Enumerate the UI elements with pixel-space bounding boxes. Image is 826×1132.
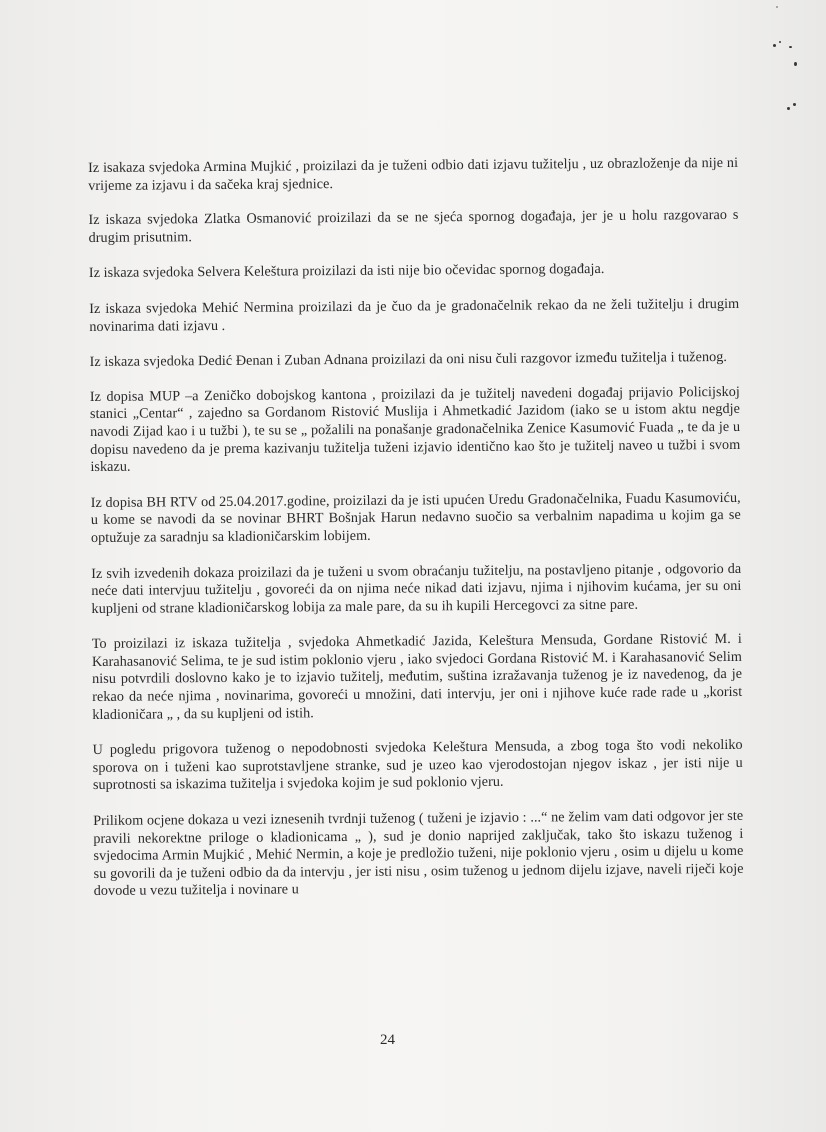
scan-speck xyxy=(789,46,792,48)
paragraph-witness-mujkic: Iz isakaza svjedoka Armina Mujkić , proizilazi da je tuženi odbio dati izjavu tužitelju , uz obrazloženje da nije ni vrijeme za izjavu i da sačeka kraj sjednice. xyxy=(88,154,739,194)
paragraph-plaintiff-testimony: To proizilazi iz iskaza tužitelja , svjedoka Ahmetkadić Jazida, Keleštura Mensuda, Gordane Ristović M. i Karahasanović Selima, te je sud istim poklonio vjeru , iako svjedoci Gordana Ristović M. i Karahasanović Selim nisu potvrdili doslovno kako je to izjavio tužitelj, međutim, suština izražavanja tuženog je iz navedenog, da je rekao da neće njima , novinarima, govoreći u množini, dati intervju, jer oni i njihove kuće rade rade u „korist kladioničara „ , da su kupljeni od istih. xyxy=(91,631,743,723)
document-body xyxy=(88,155,744,901)
scan-speck xyxy=(794,62,797,66)
paragraph-evidence-summary: Iz svih izvedenih dokaza proizilazi da je tuženi u svom obraćanju tužitelju, na postavljeno pitanje , odgovorio da neće dati intervjuu tužitelju , govoreći da on njima neće nikad dati izjavu, njima i njihovim kućama, jer su oni kupljeni od strane kladioničarskog lobija za male pare, da su ih kupili Hercegovci za sitne pare. xyxy=(91,560,742,617)
paragraph-witness-osmanovic: Iz iskaza svjedoka Zlatka Osmanović proizilazi da se ne sjeća spornog događaja, jer je u holu razgovarao s drugim prisutnim. xyxy=(88,207,739,246)
paragraph-bhrtv-letter: Iz dopisa BH RTV od 25.04.2017.godine, proizilazi da je isti upućen Uredu Gradonačelnika, Fuadu Kasumoviću, u kome se navodi da se novinar BHRT Bošnjak Harun nedavno suočio sa verbalnim napadima u kojim ga se optužuje za saradnju sa kladioničarskim lobijem. xyxy=(90,489,741,546)
scan-speck xyxy=(773,44,776,47)
paragraph-objection: U pogledu prigovora tuženog o nepodobnosti svjedoka Keleštura Mensuda, a zbog toga što vodi nekoliko sporova on i tuženi kao suprotstavljene stranke, sud je uzeo kao vjerodostojan njegov iskaz , jer isti nije u suprotnosti sa iskazima tužitelja i svjedoka kojim je sud poklonio vjeru. xyxy=(92,737,743,794)
paragraph-witness-kelestura: Iz iskaza svjedoka Selvera Keleštura proizilazi da isti nije bio očevidac spornog događaja. xyxy=(88,261,605,282)
scan-speck xyxy=(779,41,781,43)
paragraph-evidence-assessment: Prilikom ocjene dokaza u vezi iznesenih tvrdnji tuženog ( tuženi je izjavio : ...“ ne želim vam dati odgovor jer ste pravili nekorektne priloge o kladionicama „ ), sud je donio naprijed zaključak, tako što iskazu tuženog i svjedocima Armin Mujkić , Mehić Nermin, a koje je predložio tuženi, nije poklonio vjeru , osim u dijelu u kome su govorili da je tuženi odbio da da intervju , jer isti nisu , osim tuženog u jednom dijelu izjave, naveli riječi koje dovode u vezu tužitelja i novinare u xyxy=(93,807,744,900)
paragraph-mup-letter: Iz dopisa MUP –a Zeničko dobojskog kantona , proizilazi da je tužitelj navedeni događaj prijavio Policijskoj stanici „Centar“ , zajedno sa Gordanom Ristović Muslija i Ahmetkadić Jazidom (iako se u istom aktu negdje navodi Zijad kao i u tužbi ), te su se „ požalili na ponašanje gradonačelnika Zenice Kasumović Fuada „ te da je u dopisu navedeno da je prema kazivanju tužitelja tuženi izjavio identično kao što je tužitelj naveo u tužbi i svom iskazu. xyxy=(89,383,741,476)
scan-speck xyxy=(776,6,778,8)
scan-speck xyxy=(793,103,796,106)
paragraph-witness-mehic: Iz iskaza svjedoka Mehić Nermina proizilazi da je čuo da je gradonačelnik rekao da ne želi tužitelju i drugim novinarima dati izjavu . xyxy=(89,295,740,335)
page-number: 24 xyxy=(380,1032,395,1048)
scan-speck xyxy=(787,107,790,110)
paragraph-witness-dedic-zuban: Iz iskaza svjedoka Dedić Đenan i Zuban Adnana proizilazi da oni nisu čuli razgovor između tužitelja i tuženog. xyxy=(89,349,728,371)
